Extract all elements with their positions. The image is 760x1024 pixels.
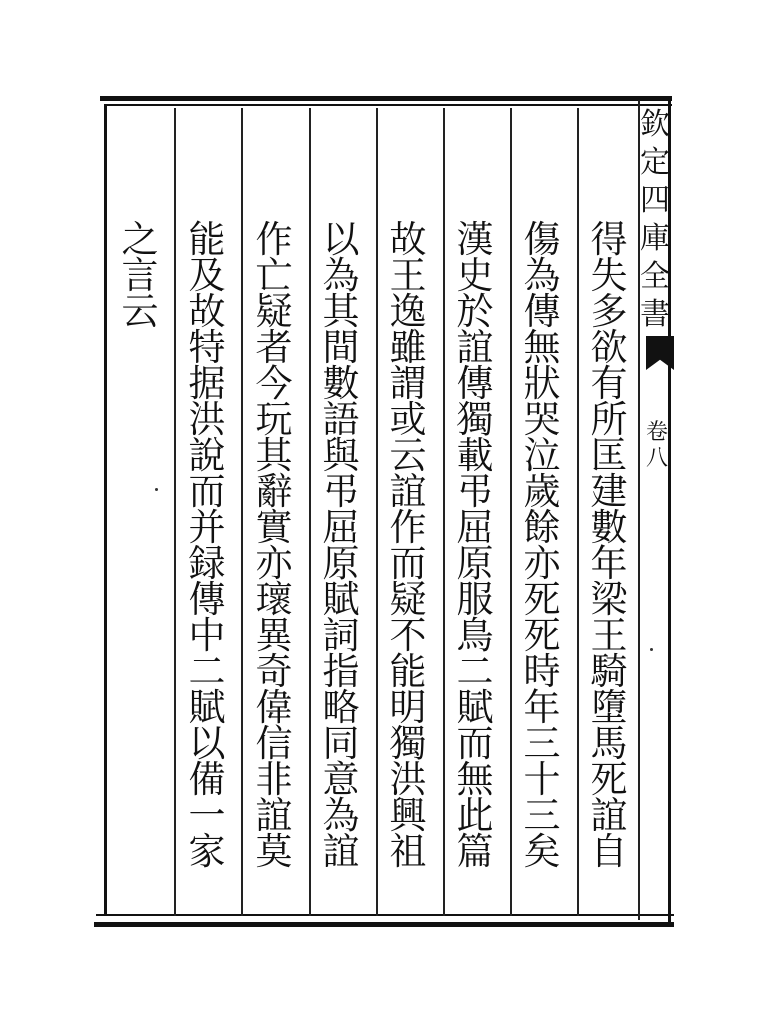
- glyph: 信: [255, 722, 293, 765]
- glyph: 逸: [389, 290, 427, 333]
- column-divider: [443, 108, 445, 916]
- glyph: 瓌: [255, 578, 293, 621]
- glyph: 家: [188, 830, 226, 873]
- column-divider: [241, 108, 243, 916]
- glyph: 王: [590, 614, 628, 657]
- glyph: 傷: [523, 218, 561, 261]
- glyph: 作: [389, 506, 427, 549]
- glyph: 鳥: [456, 614, 494, 657]
- glyph: 亦: [255, 542, 293, 585]
- glyph: 偉: [255, 686, 293, 729]
- column-divider: [510, 108, 512, 916]
- glyph: 書: [640, 297, 670, 332]
- glyph: 誼: [456, 326, 494, 369]
- glyph: 作: [255, 218, 293, 261]
- glyph: 異: [255, 614, 293, 657]
- glyph: 獨: [456, 398, 494, 441]
- glyph: 年: [590, 542, 628, 585]
- glyph: 祖: [389, 830, 427, 873]
- glyph: 數: [322, 362, 360, 405]
- glyph: 而: [456, 722, 494, 765]
- glyph: 二: [188, 650, 226, 693]
- glyph: 三: [523, 794, 561, 837]
- glyph: 說: [188, 434, 226, 477]
- glyph: 餘: [523, 506, 561, 549]
- text-column-7: [181, 218, 233, 873]
- glyph: 雖: [389, 326, 427, 369]
- glyph: 十: [523, 758, 561, 801]
- glyph: 有: [590, 362, 628, 405]
- glyph: 墮: [590, 686, 628, 729]
- glyph: 無: [523, 326, 561, 369]
- volume-label: [643, 420, 671, 472]
- glyph: 一: [188, 794, 226, 837]
- text-column-8: [114, 218, 166, 333]
- glyph: 於: [456, 290, 494, 333]
- text-column-6: [248, 218, 300, 873]
- glyph: 誼: [322, 830, 360, 873]
- glyph: 四: [640, 183, 670, 218]
- glyph: 欲: [590, 326, 628, 369]
- glyph: 卷: [645, 420, 668, 445]
- glyph: 謂: [389, 362, 427, 405]
- glyph: 載: [456, 434, 494, 477]
- glyph: 詞: [322, 614, 360, 657]
- glyph: 獨: [389, 722, 427, 765]
- glyph: 其: [255, 434, 293, 477]
- glyph: 為: [523, 254, 561, 297]
- glyph: 原: [322, 542, 360, 585]
- glyph: 八: [645, 446, 668, 471]
- glyph: 莫: [255, 830, 293, 873]
- glyph: 而: [188, 470, 226, 513]
- glyph: 全: [640, 259, 670, 294]
- glyph: 篇: [456, 830, 494, 873]
- glyph: 誼: [389, 470, 427, 513]
- column-divider: [376, 108, 378, 916]
- top-border-thick: [100, 96, 672, 101]
- glyph: 馬: [590, 722, 628, 765]
- glyph: 二: [456, 650, 494, 693]
- bottom-border-thick: [94, 922, 674, 927]
- glyph: 原: [456, 542, 494, 585]
- glyph: 賦: [322, 578, 360, 621]
- glyph: 語: [322, 398, 360, 441]
- glyph: 騎: [590, 650, 628, 693]
- glyph: 非: [255, 758, 293, 801]
- glyph: 特: [188, 326, 226, 369]
- glyph: 與: [322, 434, 360, 477]
- ink-speck: [155, 488, 158, 491]
- text-column-2: [516, 218, 568, 873]
- glyph: 弔: [322, 470, 360, 513]
- glyph: 不: [389, 614, 427, 657]
- glyph: 屈: [322, 506, 360, 549]
- glyph: 匡: [590, 434, 628, 477]
- book-title: [640, 106, 670, 336]
- glyph: 自: [590, 830, 628, 873]
- glyph: 故: [188, 290, 226, 333]
- glyph: 庫: [640, 221, 670, 256]
- glyph: 梁: [590, 578, 628, 621]
- glyph: 之: [121, 218, 159, 261]
- glyph: 漢: [456, 218, 494, 261]
- left-border: [104, 104, 107, 916]
- glyph: 今: [255, 362, 293, 405]
- glyph: 者: [255, 326, 293, 369]
- glyph: 其: [322, 290, 360, 333]
- glyph: 傳: [456, 362, 494, 405]
- glyph: 屈: [456, 506, 494, 549]
- glyph: 能: [389, 650, 427, 693]
- ink-speck: [650, 648, 653, 651]
- glyph: 賦: [456, 686, 494, 729]
- glyph: 指: [322, 650, 360, 693]
- glyph: 此: [456, 794, 494, 837]
- glyph: 奇: [255, 650, 293, 693]
- glyph: 所: [590, 398, 628, 441]
- glyph: 服: [456, 578, 494, 621]
- glyph: 以: [322, 218, 360, 261]
- glyph: 亦: [523, 542, 561, 585]
- glyph: 以: [188, 722, 226, 765]
- glyph: 録: [188, 542, 226, 585]
- glyph: 及: [188, 254, 226, 297]
- glyph: 無: [456, 758, 494, 801]
- glyph: 死: [523, 614, 561, 657]
- glyph: 備: [188, 758, 226, 801]
- glyph: 玩: [255, 398, 293, 441]
- glyph: 疑: [389, 578, 427, 621]
- glyph: 誼: [590, 794, 628, 837]
- glyph: 得: [590, 218, 628, 261]
- column-divider: [174, 108, 176, 916]
- glyph: 三: [523, 722, 561, 765]
- glyph: 弔: [456, 470, 494, 513]
- column-divider: [577, 108, 579, 916]
- glyph: 歲: [523, 470, 561, 513]
- glyph: 欽: [640, 107, 670, 142]
- glyph: 興: [389, 794, 427, 837]
- glyph: 傳: [523, 290, 561, 333]
- glyph: 狀: [523, 362, 561, 405]
- glyph: 賦: [188, 686, 226, 729]
- glyph: 矣: [523, 830, 561, 873]
- glyph: 實: [255, 506, 293, 549]
- top-border-thin: [104, 104, 672, 106]
- text-column-3: [449, 218, 501, 873]
- glyph: 史: [456, 254, 494, 297]
- glyph: 能: [188, 218, 226, 261]
- glyph: 洪: [389, 758, 427, 801]
- glyph: 多: [590, 290, 628, 333]
- text-column-1: [583, 218, 635, 873]
- glyph: 故: [389, 218, 427, 261]
- column-divider: [309, 108, 311, 916]
- glyph: 云: [121, 290, 159, 333]
- glyph: 云: [389, 434, 427, 477]
- glyph: 而: [389, 542, 427, 585]
- glyph: 定: [640, 145, 670, 180]
- glyph: 辭: [255, 470, 293, 513]
- glyph: 死: [523, 578, 561, 621]
- glyph: 誼: [255, 794, 293, 837]
- glyph: 明: [389, 686, 427, 729]
- glyph: 并: [188, 506, 226, 549]
- glyph: 傳: [188, 578, 226, 621]
- text-column-5: [315, 218, 367, 873]
- glyph: 略: [322, 686, 360, 729]
- glyph: 言: [121, 254, 159, 297]
- glyph: 建: [590, 470, 628, 513]
- glyph: 泣: [523, 434, 561, 477]
- glyph: 中: [188, 614, 226, 657]
- glyph: 意: [322, 758, 360, 801]
- glyph: 哭: [523, 398, 561, 441]
- glyph: 數: [590, 506, 628, 549]
- glyph: 為: [322, 254, 360, 297]
- bottom-border-thin: [96, 914, 674, 916]
- glyph: 為: [322, 794, 360, 837]
- glyph: 同: [322, 722, 360, 765]
- glyph: 据: [188, 362, 226, 405]
- glyph: 王: [389, 254, 427, 297]
- text-column-4: [382, 218, 434, 873]
- fishtail-mark: [646, 336, 674, 370]
- glyph: 洪: [188, 398, 226, 441]
- glyph: 間: [322, 326, 360, 369]
- glyph: 疑: [255, 290, 293, 333]
- glyph: 亡: [255, 254, 293, 297]
- glyph: 死: [590, 758, 628, 801]
- glyph: 失: [590, 254, 628, 297]
- glyph: 或: [389, 398, 427, 441]
- glyph: 時: [523, 650, 561, 693]
- glyph: 年: [523, 686, 561, 729]
